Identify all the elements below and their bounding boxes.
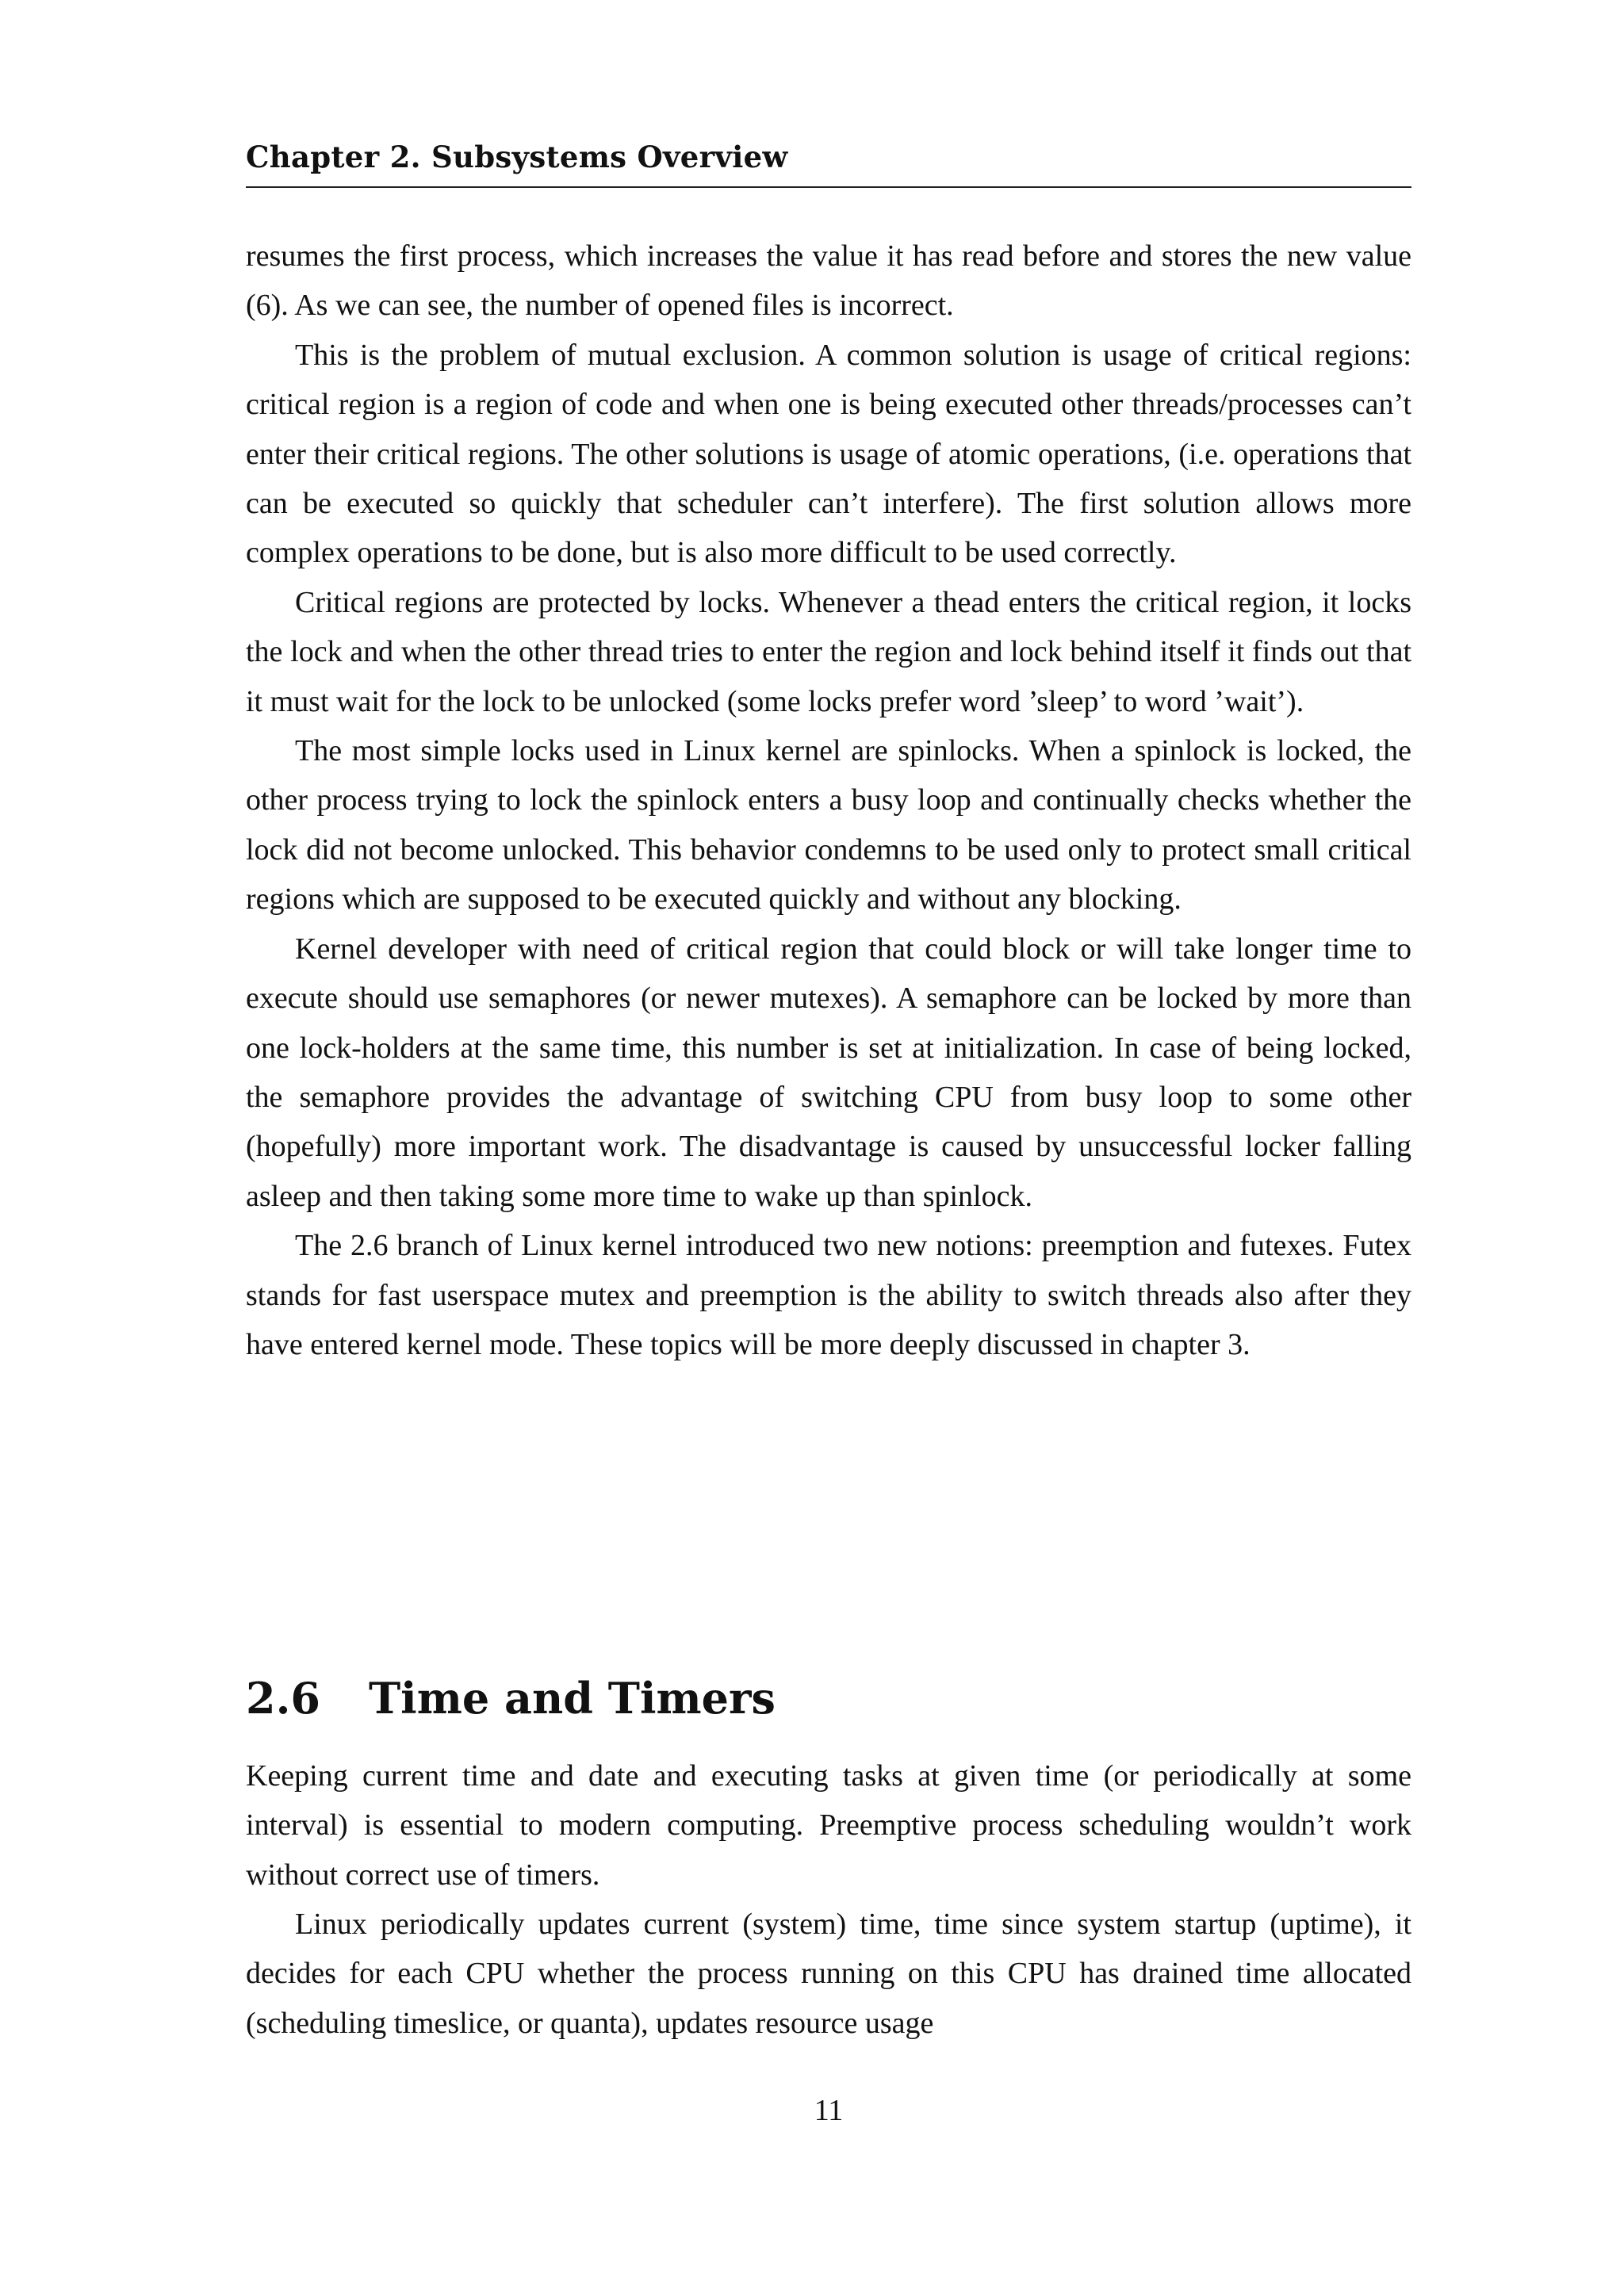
paragraph-continued: resumes the first process, which increases the value it has read before and stores the new value (6). As we can see, the number of opened files is incorrect. (246, 239, 1411, 323)
paragraph-preemption-futexes: The 2.6 branch of Linux kernel introduced two new notions: preemption and futexes. Futex stands for fast userspace mutex and preemption is the ability to switch threads also after they have entered kernel mode. These topics will be more deeply discussed in chapter 3. (246, 1229, 1411, 1361)
running-head: Chapter 2. Subsystems Overview (246, 140, 788, 174)
section-heading (246, 1673, 1411, 1724)
section-time-and-timers (246, 1673, 1411, 2048)
paragraph-locks: Critical regions are protected by locks. Whenever a thead enters the critical region, it locks the lock and when the other thread tries to enter the region and lock behind itself it finds out that it must wait for the lock to be unlocked (some locks prefer word ’sleep’ to word ’wait’). (246, 585, 1411, 718)
document-page (246, 0, 1411, 2296)
section-number: 2.6 (246, 1673, 320, 1724)
page-number: 11 (814, 2094, 844, 2127)
paragraph-periodic-updates: Linux periodically updates current (system) time, time since system startup (uptime), it decides for each CPU whether the process running on this CPU has drained time allocated (scheduling timeslice, or quanta), updates resource usage (246, 1908, 1411, 2040)
header-rule (246, 186, 1411, 188)
paragraph-semaphores: Kernel developer with need of critical region that could block or will take longer time to execute should use semaphores (or newer mutexes). A semaphore can be locked by more than one lock-holders at the same time, this number is set at initialization. In case of being locked, the semaphore provides the advantage of switching CPU from busy loop to some other (hopefully) more important work. The disadvantage is caused by unsuccessful locker falling asleep and then taking some more time to wake up than spinlock. (246, 932, 1411, 1213)
paragraph-mutual-exclusion: This is the problem of mutual exclusion. A common solution is usage of critical regions: critical region is a region of code and when one is being executed other threads/processes can’t enter their critical regions. The other solutions is usage of atomic operations, (i.e. operations that can be executed so quickly that scheduler can’t interfere). The first solution allows more complex operations to be done, but is also more difficult to be used correctly. (246, 338, 1411, 570)
paragraph-timekeeping: Keeping current time and date and executing tasks at given time (or periodically at some interval) is essential to modern computing. Preemptive process scheduling wouldn’t work without correct use of timers. (246, 1758, 1411, 1892)
paragraph-spinlocks: The most simple locks used in Linux kernel are spinlocks. When a spinlock is locked, the other process trying to lock the spinlock enters a busy loop and continually checks whether the lock did not become unlocked. This behavior condemns to be used only to protect small critical regions which are supposed to be executed quickly and without any blocking. (246, 734, 1411, 916)
body-text-top (246, 232, 1411, 1369)
section-title: Time and Timers (369, 1673, 776, 1724)
